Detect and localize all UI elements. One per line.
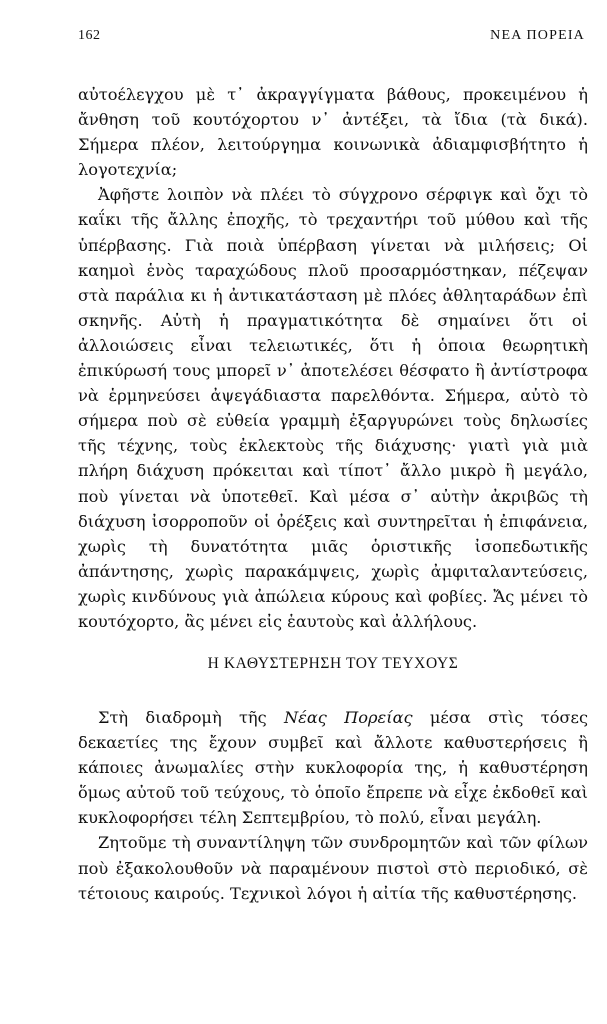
section-2-text xyxy=(78,705,588,906)
section-1-text xyxy=(78,82,588,634)
journal-title-italic: Νέας Πορείας xyxy=(284,708,413,727)
paragraph-surfing: Ἀφῆστε λοιπὸν νὰ πλέει τὸ σύγχρονο σέρφιγκ καὶ ὄχι τὸ καΐκι τῆς ἄλλης ἐποχῆς, τὸ τρεχαντήρι τοῦ μύθου καὶ τῆς ὑπέρβασης. Γιὰ ποιὰ ὑπέρβαση γίνεται νὰ μιλήσεις; Οἱ καημοὶ ἑνὸς ταραχώδους πλοῦ προσαρμόστηκαν, πέζεψαν στὰ παράλια κι ἡ ἀντικατάσταση μὲ πλόες ἀθληταράδων ἐπὶ σκηνῆς. Αὐτὴ ἡ πραγματικότητα δὲ σημαίνει ὅτι οἱ ἀλλοιώσεις εἶναι τελειωτικές, ὅτι ἡ ὁποια θεωρητικὴ ἐπικύρωσή τους μπορεῖ ν᾿ ἀποτελέσει θέσφατο ἢ ἀντίστροφα νὰ ἑρμηνεύσει ἀψεγάδιαστα παρελθόντα. Σήμερα, αὐτὸ τὸ σήμερα ποὺ σὲ εὐθεία γραμμὴ ἐξαργυρώνει τοὺς δηλωσίες τῆς τέχνης, τοὺς ἐκλεκτοὺς τῆς διάχυσης· γιατὶ γιὰ μιὰ πλήρη διάχυση πρόκειται καὶ τίποτ᾿ ἄλλο μικρὸ ἢ μεγάλο, ποὺ γίνεται νὰ ὑποτεθεῖ. Καὶ μέσα σ᾿ αὐτὴν ἀκριβῶς τὴ διάχυση ἰσορροποῦν οἱ ὀρέξεις καὶ συντηρεῖται ἡ ἐπιφάνεια, χωρὶς τὴ δυνατότητα μιᾶς ὁριστικῆς ἰσοπεδωτικῆς ἀπάντησης, χωρὶς παρακάμψεις, χωρὶς ἀμφιταλαντεύσεις, χωρὶς κινδύνους γιὰ ἀπώλεια κύρους καὶ φοβίες. Ἄς μένει τὸ κουτόχορτο, ἂς μένει εἰς ἑαυτοὺς καὶ ἀλλήλους. xyxy=(78,185,588,631)
paragraph-continued: αὐτοέλεγχου μὲ τ᾿ ἀκραγγίγματα βάθους, προκειμένου ἡ ἄνθηση τοῦ κουτόχορτου ν᾿ ἀντέξει, τὰ ἴδια (τὰ δικά). Σήμερα πλέον, λειτούργημα κοινωνικὰ ἀδιαμφισβήτητο ἡ λογοτεχνία; xyxy=(78,85,588,180)
running-head: ΝΕΑ ΠΟΡΕΙΑ xyxy=(490,28,585,43)
section-heading: Η ΚΑΘΥΣΤΕΡΗΣΗ ΤΟΥ ΤΕΥΧΟΥΣ xyxy=(207,655,459,672)
page-number: 162 xyxy=(78,28,101,43)
paragraph-apology: Ζητοῦμε τὴ συναντίληψη τῶν συνδρομητῶν καὶ τῶν φίλων ποὺ ἐξακολουθοῦν νὰ παραμένουν πιστοὶ στὸ περιοδικό, σὲ τέτοιους καιρούς. Τεχνικοὶ λόγοι ἡ αἰτία τῆς καθυστέρησης. xyxy=(78,833,588,903)
page-header xyxy=(78,28,585,48)
paragraph-delay-start: Στὴ διαδρομὴ τῆς xyxy=(98,708,284,727)
paragraph-delay-end: μέσα στὶς τόσες δεκαετίες της ἔχουν συμβεῖ καὶ ἄλλοτε καθυστερήσεις ἢ κάποιες ἀνωμαλίες στὴν κυκλοφορία της, ἡ καθυστέρηση ὅμως αὐτοῦ τοῦ τεύχους, τὸ ὁποῖο ἔπρεπε νὰ εἶχε ἐκδοθεῖ καὶ κυκλοφορήσει τέλη Σεπτεμβρίου, τὸ πολύ, εἶναι μεγάλη. xyxy=(78,708,589,828)
paragraph-delay xyxy=(78,705,588,830)
